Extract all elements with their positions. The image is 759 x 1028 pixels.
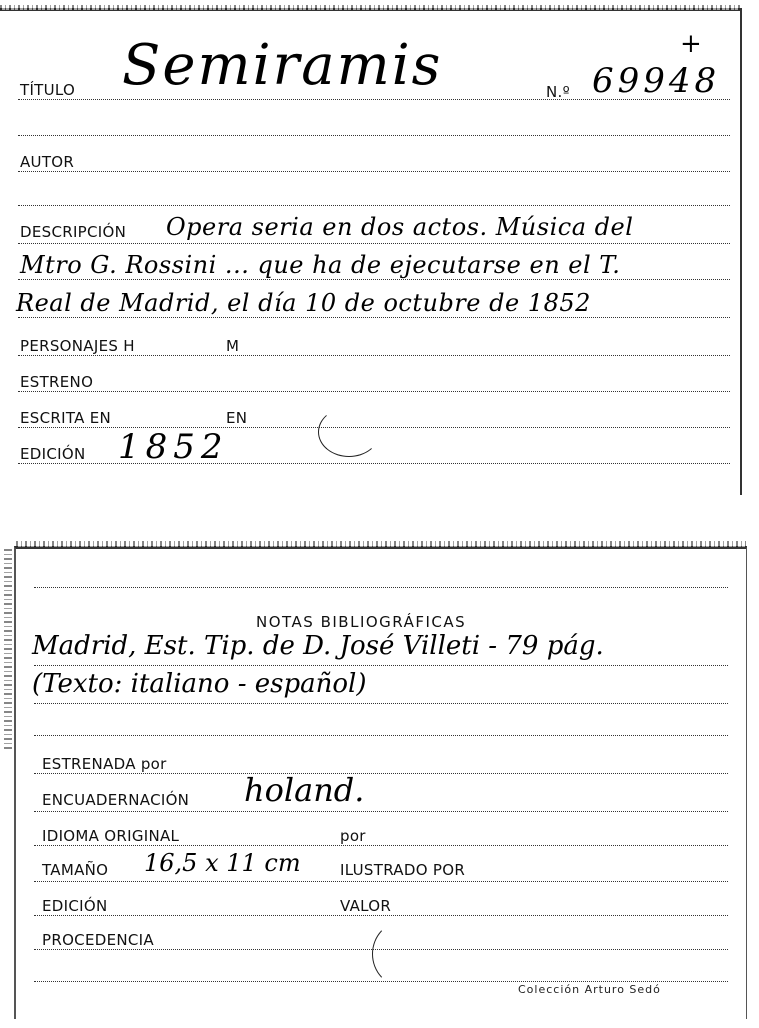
encuadernacion-value: holand. (244, 771, 365, 809)
personajes-rule (18, 355, 730, 356)
edicion-label: EDICIÓN (20, 445, 86, 463)
notas-label: NOTAS BIBLIOGRÁFICAS (256, 613, 467, 631)
edicion-rule (18, 463, 730, 464)
estreno-rule (18, 391, 730, 392)
valor-label: VALOR (340, 897, 392, 915)
personajes-label: PERSONAJES H (20, 337, 135, 355)
edicion-value: 1852 (118, 427, 229, 467)
estrenada-rule (34, 773, 728, 774)
tamano-label: TAMAÑO (42, 861, 109, 879)
descripcion-line-3: Real de Madrid, el día 10 de octubre de 1852 (16, 289, 591, 317)
numero-mark: + (680, 29, 702, 59)
catalog-card-front (0, 8, 742, 495)
card-top-edge-texture (0, 5, 740, 10)
escrita-label: ESCRITA EN (20, 409, 112, 427)
descripcion-line-1: Opera seria en dos actos. Música del (166, 213, 634, 241)
catalog-card-back (14, 546, 747, 1019)
ilustrado-label: ILUSTRADO POR (340, 861, 466, 879)
coleccion-stamp: Colección Arturo Sedó (518, 983, 661, 996)
numero-value: 69948 (592, 61, 721, 101)
descripcion-label: DESCRIPCIÓN (20, 223, 127, 241)
descripcion-rule-3 (18, 317, 730, 318)
blank-rule-1 (18, 135, 730, 136)
idioma-por-label: por (340, 827, 366, 845)
encuadernacion-label: ENCUADERNACIÓN (42, 791, 190, 809)
blank-rule-1 (34, 587, 728, 588)
blank-rule-2 (34, 981, 728, 982)
punch-hole (372, 921, 434, 987)
encuadernacion-rule (34, 811, 728, 812)
edicion-rule (34, 915, 728, 916)
blank-rule-2 (18, 205, 730, 206)
procedencia-label: PROCEDENCIA (42, 931, 154, 949)
tamano-rule (34, 881, 728, 882)
card-top-edge-texture (16, 541, 746, 547)
descripcion-rule-1 (18, 243, 730, 244)
autor-label: AUTOR (20, 153, 75, 171)
idioma-rule (34, 845, 728, 846)
notas-rule-2 (34, 703, 728, 704)
titulo-rule (18, 99, 730, 100)
card-left-edge-texture (4, 549, 12, 749)
titulo-value: Semiramis (122, 33, 443, 98)
descripcion-rule-2 (18, 279, 730, 280)
tamano-value: 16,5 x 11 cm (144, 849, 301, 877)
escrita-en-label: EN (226, 409, 248, 427)
numero-label: N.º (546, 83, 570, 101)
notas-line-1: Madrid, Est. Tip. de D. José Villeti - 79 pág. (32, 631, 604, 661)
descripcion-line-2: Mtro G. Rossini ... que ha de ejecutarse en el T. (20, 251, 621, 279)
estrenada-label: ESTRENADA por (42, 755, 167, 773)
autor-rule (18, 171, 730, 172)
notas-line-2: (Texto: italiano - español) (32, 669, 367, 699)
punch-hole (318, 407, 380, 457)
edicion-label: EDICIÓN (42, 897, 108, 915)
personajes-m-label: M (226, 337, 240, 355)
idioma-label: IDIOMA ORIGINAL (42, 827, 180, 845)
notas-rule-3 (34, 735, 728, 736)
notas-rule-1 (34, 665, 728, 666)
titulo-label: TÍTULO (20, 81, 76, 99)
estreno-label: ESTRENO (20, 373, 94, 391)
